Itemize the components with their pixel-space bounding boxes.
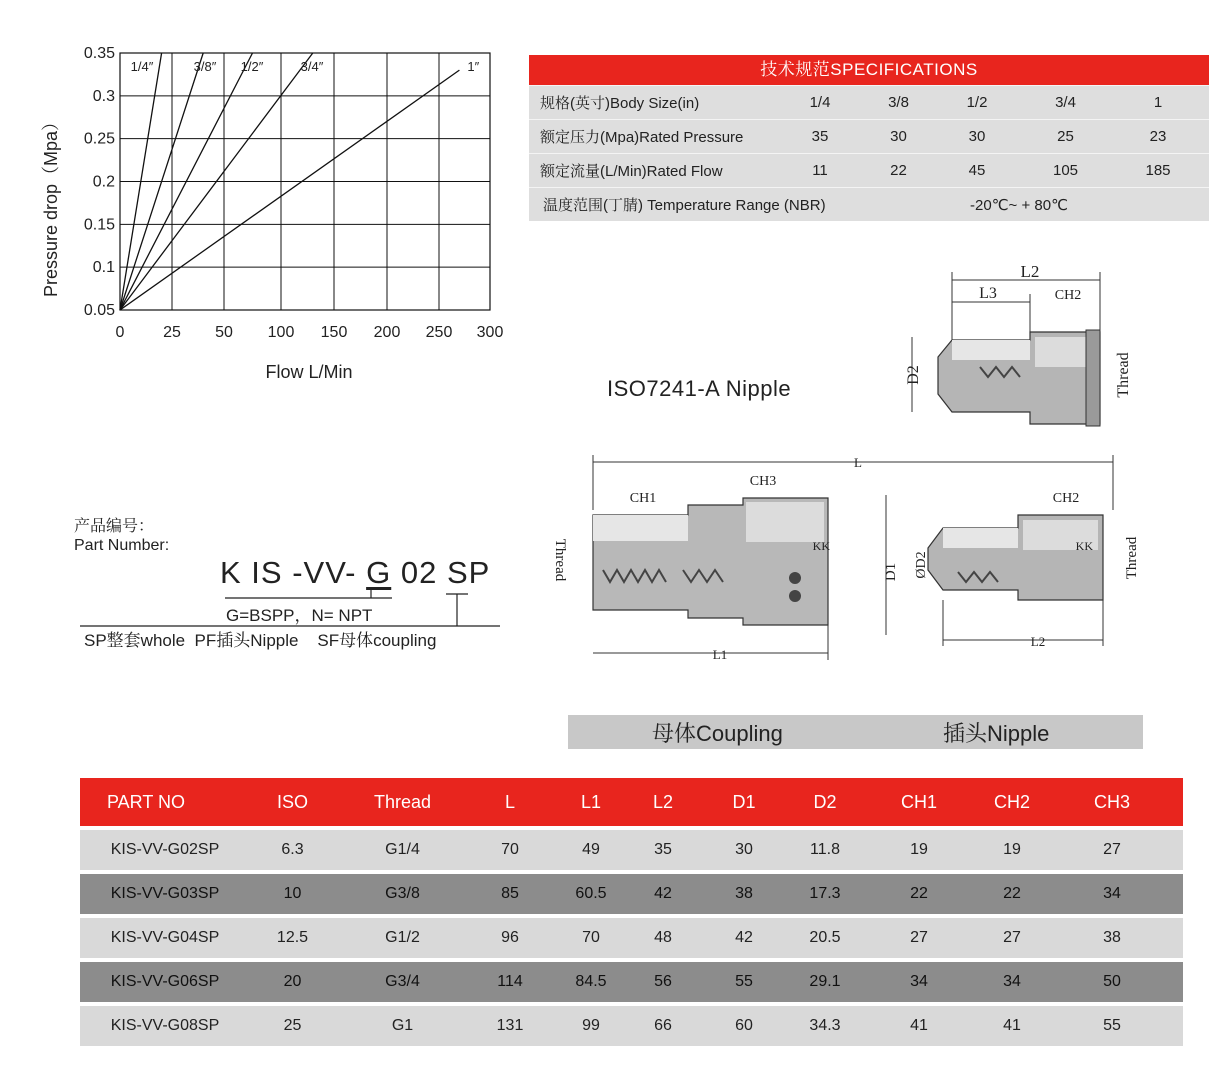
header-ch2: CH2 — [993, 791, 1030, 812]
y-tick-label: 0.15 — [83, 216, 115, 234]
part-type-note: SP整套whole PF插头Nipple SF母体coupling — [84, 631, 437, 650]
table-row — [80, 830, 1183, 870]
series-label: 3/8″ — [193, 59, 217, 74]
dim-l1-label: L1 — [712, 647, 728, 662]
header-l1: L1 — [580, 791, 602, 812]
cell-l2: 42 — [654, 885, 672, 902]
coupling-nipple-band — [568, 715, 1143, 749]
chart-y-label: Pressure drop（Mpa） — [41, 112, 61, 298]
cell-l: 70 — [501, 841, 519, 858]
part-number-code-prefix: K IS -VV- — [220, 555, 367, 590]
dim-l3-label: L3 — [979, 285, 997, 302]
chart-series-labels — [131, 59, 480, 74]
cell-l1: 99 — [582, 1017, 600, 1034]
pressure-drop-chart — [30, 35, 530, 395]
cell-part-no: KIS-VV-G08SP — [110, 1017, 220, 1034]
dim-l-label: L — [854, 455, 862, 470]
nipple-body — [938, 330, 1100, 426]
cell-d2: 34.3 — [809, 1017, 841, 1034]
cell-part-no: KIS-VV-G04SP — [110, 929, 220, 946]
spec-value: 25 — [1057, 128, 1074, 145]
cell-ch1: 22 — [910, 885, 928, 902]
cell-l2: 66 — [654, 1017, 672, 1034]
cell-d2: 29.1 — [809, 973, 841, 990]
cell-l1: 60.5 — [575, 885, 607, 902]
cell-l2: 56 — [654, 973, 672, 990]
spec-value: 22 — [890, 162, 907, 179]
table-row — [80, 918, 1183, 958]
nipple-title: ISO7241-A Nipple — [607, 376, 792, 401]
cell-iso: 10 — [283, 885, 302, 902]
cell-l1: 84.5 — [575, 973, 607, 990]
x-tick-label: 200 — [373, 324, 401, 341]
cell-thread: G3/4 — [385, 973, 420, 990]
spec-row-rated-flow — [529, 153, 1209, 187]
cell-thread: G3/8 — [385, 885, 420, 902]
cell-ch2: 22 — [1003, 885, 1021, 902]
cell-d2: 17.3 — [809, 885, 841, 902]
spec-row-rated-pressure — [529, 119, 1209, 153]
cell-d1: 60 — [735, 1017, 753, 1034]
part-number-label-cn: 产品编号： — [74, 518, 155, 535]
cell-l2: 35 — [654, 841, 672, 858]
dim-l2-label: L2 — [1020, 262, 1040, 281]
header-d2: D2 — [813, 791, 837, 812]
spec-row-body-size — [529, 85, 1209, 119]
cell-ch1: 27 — [910, 929, 928, 946]
spec-value: 23 — [1149, 128, 1167, 145]
cell-ch2: 27 — [1003, 929, 1021, 946]
parts-table-body — [80, 830, 1183, 1046]
dim-ch2-label: CH2 — [1054, 288, 1082, 303]
header-thread: Thread — [373, 791, 432, 812]
nipple-drawing — [890, 262, 1140, 432]
x-tick-label: 25 — [163, 324, 181, 341]
y-tick-label: 0.05 — [83, 302, 115, 319]
cell-ch3: 50 — [1103, 973, 1121, 990]
spec-value: 1 — [1153, 94, 1163, 111]
dim-ch2-label: CH2 — [1052, 491, 1080, 506]
dim-l2-label: L2 — [1030, 634, 1046, 649]
dim-d1-label: D1 — [883, 562, 899, 582]
cell-l2: 48 — [654, 929, 672, 946]
spec-label: 额定流量(L/Min)Rated Flow — [540, 163, 723, 180]
cell-iso: 25 — [283, 1017, 302, 1034]
header-l2: L2 — [652, 791, 674, 812]
cell-part-no: KIS-VV-G02SP — [110, 841, 220, 858]
part-number-code-g: G — [366, 555, 392, 590]
chart-y-ticks — [84, 45, 115, 319]
temperature-range: -20℃~ + 80℃ — [970, 196, 1068, 214]
cell-l1: 49 — [582, 841, 600, 858]
series-label: 3/4″ — [300, 59, 324, 74]
cell-ch2: 41 — [1003, 1017, 1021, 1034]
cell-ch3: 55 — [1103, 1017, 1121, 1034]
table-row — [80, 874, 1183, 914]
series-label: 1″ — [467, 59, 480, 74]
spec-value: 35 — [811, 128, 829, 145]
cell-thread: G1 — [391, 1017, 414, 1034]
cell-d1: 55 — [735, 973, 753, 990]
cell-d2: 11.8 — [810, 841, 840, 858]
x-tick-label: 0 — [115, 324, 125, 341]
series-line — [120, 70, 459, 310]
cell-d1: 38 — [735, 885, 753, 902]
part-number-label — [74, 517, 169, 555]
cell-d1: 30 — [735, 841, 753, 858]
cell-thread: G1/2 — [385, 929, 420, 946]
x-tick-label: 300 — [476, 324, 504, 341]
x-tick-label: 100 — [267, 324, 295, 341]
y-tick-label: 0.35 — [83, 45, 115, 62]
part-number-code — [220, 555, 490, 591]
specifications-title: 技术规范SPECIFICATIONS — [529, 55, 1209, 85]
cell-ch2: 19 — [1003, 841, 1021, 858]
cell-l: 85 — [501, 885, 519, 902]
header-d1: D1 — [732, 791, 756, 812]
table-row — [80, 1006, 1183, 1046]
spec-value: 105 — [1052, 162, 1079, 179]
spec-label: 规格(英寸)Body Size(in) — [540, 95, 700, 112]
cell-l: 131 — [496, 1017, 524, 1034]
thread-type-note: G=BSPP，N= NPT — [226, 606, 373, 625]
dim-ch3-label: CH3 — [749, 474, 777, 489]
cell-ch1: 19 — [910, 841, 928, 858]
cell-d1: 42 — [735, 929, 753, 946]
header-l: L — [504, 791, 515, 812]
dim-ch1-label: CH1 — [629, 491, 657, 506]
header-ch3: CH3 — [1093, 791, 1130, 812]
coupling-assembly-drawing — [548, 450, 1148, 665]
nipple-logo: KK — [1075, 539, 1093, 553]
header-iso: ISO — [276, 791, 308, 812]
header-ch1: CH1 — [900, 791, 937, 812]
series-label: 1/2″ — [240, 59, 264, 74]
part-number-code-suffix: 02 SP — [391, 555, 491, 590]
cell-ch1: 34 — [910, 973, 928, 990]
table-row — [80, 962, 1183, 1002]
x-tick-label: 150 — [320, 324, 348, 341]
y-tick-label: 0.25 — [83, 130, 115, 148]
cell-l: 96 — [501, 929, 519, 946]
spec-value: 3/4 — [1055, 94, 1076, 111]
cell-ch3: 34 — [1103, 885, 1121, 902]
cell-iso: 6.3 — [281, 841, 304, 858]
spec-label: 额定压力(Mpa)Rated Pressure — [540, 129, 744, 146]
spec-value: 30 — [890, 128, 907, 145]
cell-ch1: 41 — [910, 1017, 928, 1034]
cell-thread: G1/4 — [385, 841, 420, 858]
spec-value: 1/2 — [966, 94, 988, 111]
cell-ch3: 27 — [1103, 841, 1121, 858]
cell-part-no: KIS-VV-G03SP — [110, 885, 220, 902]
chart-x-label: Flow L/Min — [265, 362, 353, 382]
spec-value: 45 — [968, 162, 986, 179]
nipple-heading: 插头Nipple — [943, 720, 1050, 746]
spec-value: 1/4 — [809, 94, 831, 111]
spec-value: 11 — [812, 162, 828, 179]
cell-iso: 12.5 — [276, 929, 309, 946]
spec-value: 30 — [968, 128, 986, 145]
x-tick-label: 250 — [425, 324, 453, 341]
parts-table — [80, 778, 1183, 1046]
thread-label-left: Thread — [552, 538, 568, 582]
header-part-no: PART NO — [107, 791, 186, 812]
y-tick-label: 0.3 — [92, 87, 115, 105]
coupling-body — [593, 498, 830, 625]
coupling-heading: 母体Coupling — [652, 720, 783, 746]
coupling-logo: KK — [812, 539, 830, 553]
dim-od2-label: ØD2 — [914, 551, 929, 579]
nipple-body — [928, 515, 1103, 600]
parts-table-header — [80, 778, 1183, 826]
specifications-table — [529, 55, 1209, 221]
chart-x-ticks — [116, 324, 504, 341]
x-tick-label: 50 — [215, 324, 233, 341]
spec-row-temperature — [529, 187, 1209, 221]
cell-ch3: 38 — [1103, 929, 1121, 946]
spec-label: 温度范围(丁腈) Temperature Range (NBR) — [543, 197, 826, 214]
cell-d2: 20.5 — [809, 929, 841, 946]
cell-l: 114 — [497, 973, 523, 990]
thread-label-right: Thread — [1124, 536, 1140, 580]
series-label: 1/4″ — [130, 59, 154, 74]
dim-d2-label: D2 — [905, 365, 922, 385]
y-tick-label: 0.1 — [92, 259, 115, 277]
part-number-label-en: Part Number: — [74, 537, 170, 554]
cell-iso: 20 — [283, 973, 302, 990]
cell-part-no: KIS-VV-G06SP — [110, 973, 220, 990]
thread-label: Thread — [1115, 352, 1132, 398]
spec-value: 185 — [1145, 162, 1171, 179]
cell-l1: 70 — [582, 929, 600, 946]
cell-ch2: 34 — [1003, 973, 1021, 990]
spec-value: 3/8 — [888, 94, 909, 111]
y-tick-label: 0.2 — [92, 173, 115, 191]
